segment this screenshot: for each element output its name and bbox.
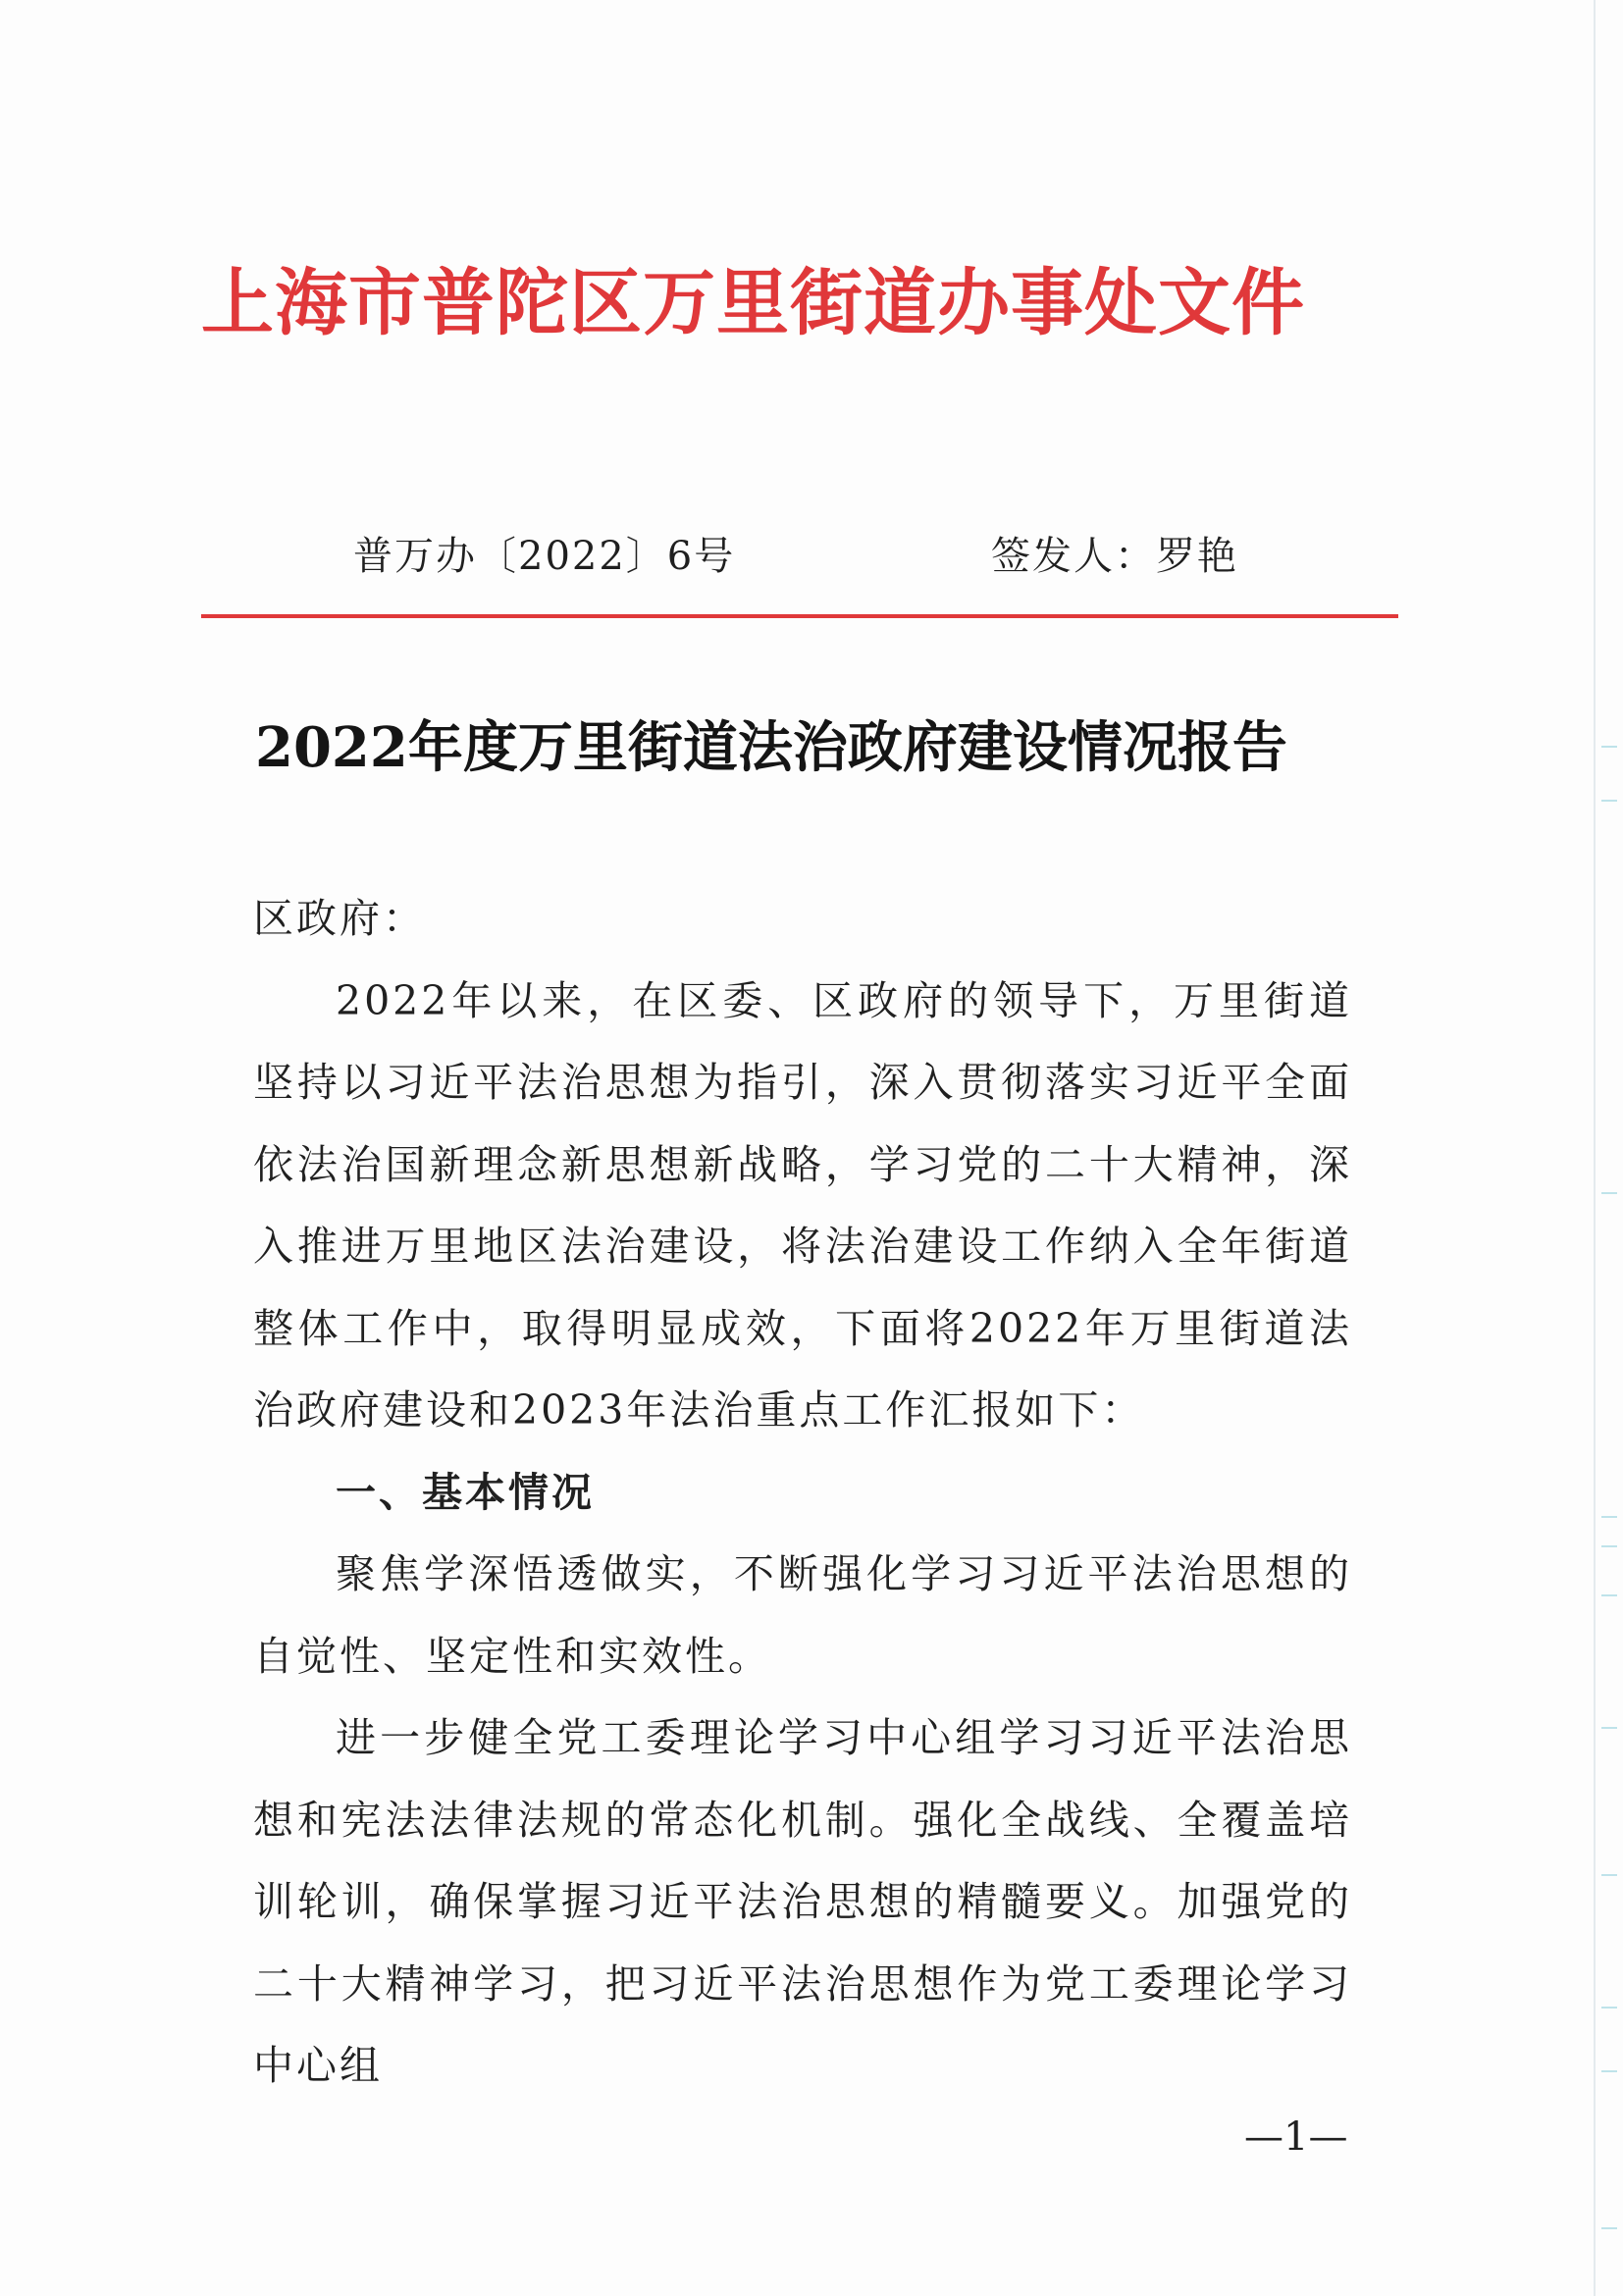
signer-line: 签发人：罗艳 [991, 534, 1238, 579]
red-separator-rule [201, 614, 1398, 618]
salutation: 区政府： [253, 895, 426, 942]
scan-margin-marks [1596, 0, 1623, 2296]
report-title: 2022年度万里街道法治政府建设情况报告 [255, 715, 1287, 780]
page-number: —1— [1244, 2114, 1348, 2160]
paragraph-mechanism: 进一步健全党工委理论学习中心组学习习近平法治思想和宪法法律法规的常态化机制。强化全战线、全覆盖培训轮训，确保掌握习近平法治思想的精髓要义。加强党的二十大精神学习，把习近平法治思想作为党工委理论学习中心组 [253, 1714, 1352, 2089]
document-masthead: 上海市普陀区万里街道办事处文件 [201, 261, 1305, 345]
report-body [253, 878, 1352, 2108]
section-heading-basic-situation: 一、基本情况 [336, 1468, 595, 1516]
paragraph-focus: 聚焦学深悟透做实，不断强化学习习近平法治思想的自觉性、坚定性和实效性。 [253, 1550, 1352, 1680]
document-number: 普万办〔2022〕6号 [353, 534, 736, 579]
paragraph-intro: 2022年以来，在区委、区政府的领导下，万里街道坚持以习近平法治思想为指引，深入贯彻落实习近平全面依法治国新理念新思想新战略，学习党的二十大精神，深入推进万里地区法治建设，将法治建设工作纳入全年街道整体工作中，取得明显成效，下面将2022年万里街道法治政府建设和2023年法治重点工作汇报如下： [253, 976, 1352, 1434]
